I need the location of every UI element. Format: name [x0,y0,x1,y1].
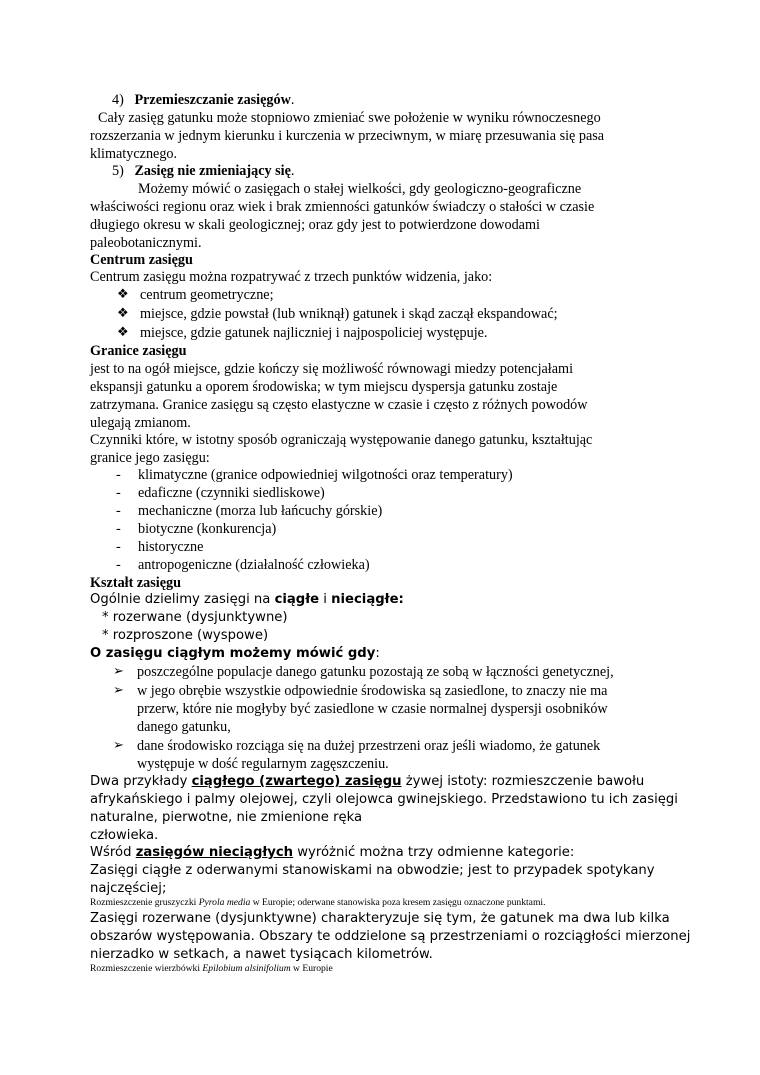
section-5-heading: 5) Zasięg nie zmieniający się. [112,163,295,179]
dash-bullet-icon: - [116,467,121,483]
dash-bullet-icon: - [116,485,121,501]
section-5-line-4: paleobotanicznymi. [90,235,202,251]
ciagly-item: dane środowisko rozciąga się na dużej przestrzeni oraz jeśli wiadomo, że gatunek [137,738,601,754]
diamond-bullet-icon: ❖ [117,306,129,321]
ciagly-heading: O zasięgu ciągłym możemy mówić gdy: [90,646,380,661]
section-5-line-2: właściwości regionu oraz wiek i brak zmienności gatunków świadczy o stałości w czasie [90,199,595,215]
examples-p1-line-3: naturalne, pierwotne, nie zmienione ręka [90,810,363,825]
granice-heading: Granice zasięgu [90,343,187,359]
section-5-line-1: Możemy mówić o zasięgach o stałej wielkości, gdy geologiczno-geograficzne [138,181,582,197]
figure-caption-epilobium: Rozmieszczenie wierzbówki Epilobium alsinifolium w Europie [90,963,333,974]
ciagly-item-cont: danego gatunku, [137,719,231,735]
centrum-item: centrum geometryczne; [140,287,274,303]
section-5-line-3: długiego okresu w skali geologicznej; oraz gdy jest to potwierdzone dowodami [90,217,540,233]
ksztalt-type: * rozerwane (dysjunktywne) [102,610,288,625]
ksztalt-intro: Ogólnie dzielimy zasięgi na ciągłe i nieciągłe: [90,592,404,607]
factor-item: historyczne [138,539,204,555]
section-4-line-3: klimatycznego. [90,146,178,162]
section-4-line-2: rozszerzania w jednym kierunku i kurczenia w przeciwnym, w miarę przesuwania się pasa [90,128,605,144]
figure-caption-pyrola: Rozmieszczenie gruszyczki Pyrola media w Europie; oderwane stanowiska poza kresem zasięgu oznaczone punktami. [90,897,546,908]
factor-item: biotyczne (konkurencja) [138,521,277,537]
examples-p3-line-2: najczęściej; [90,881,167,896]
factors-intro-line-2: granice jego zasięgu: [90,450,210,466]
factor-item: klimatyczne (granice odpowiedniej wilgotności oraz temperatury) [138,467,513,483]
arrow-bullet-icon: ➢ [113,664,124,679]
centrum-item: miejsce, gdzie gatunek najliczniej i najpospoliciej występuje. [140,325,488,341]
examples-p4-line-1: Zasięgi rozerwane (dysjunktywne) charakteryzuje się tym, że gatunek ma dwa lub kilka [90,911,670,926]
section-4-line-1: Cały zasięg gatunku może stopniowo zmieniać swe położenie w wyniku równoczesnego [98,110,601,126]
ciagly-item: poszczególne populacje danego gatunku pozostają ze sobą w łączności genetycznej, [137,664,614,680]
factor-item: mechaniczne (morza lub łańcuchy górskie) [138,503,383,519]
examples-p4-line-3: nierzadko w setkach, a nawet tysiącach kilometrów. [90,947,433,962]
examples-p2: Wśród zasięgów nieciągłych wyróżnić można trzy odmienne kategorie: [90,845,575,860]
factor-item: edaficzne (czynniki siedliskowe) [138,485,325,501]
centrum-item: miejsce, gdzie powstał (lub wniknął) gatunek i skąd zaczął ekspandować; [140,306,558,322]
centrum-heading: Centrum zasięgu [90,252,193,268]
examples-p1-line-1: Dwa przykłady ciągłego (zwartego) zasięgu żywej istoty: rozmieszczenie bawołu [90,774,645,789]
granice-line-2: ekspansji gatunku a oporem środowiska; w tym miejscu dyspersja gatunku zostaje [90,379,558,395]
examples-p4-line-2: obszarów występowania. Obszary te oddzielone są przestrzeniami o rozciągłości mierzonej [90,929,691,944]
dash-bullet-icon: - [116,557,121,573]
granice-line-1: jest to na ogół miejsce, gdzie kończy się możliwość równowagi miedzy potencjałami [90,361,574,377]
ciagly-item-cont: występuje w dość regularnym zagęszczeniu. [137,756,389,772]
dash-bullet-icon: - [116,539,121,555]
granice-line-3: zatrzymana. Granice zasięgu są często elastyczne w czasie i często z różnych powodów [90,397,588,413]
ksztalt-heading: Kształt zasięgu [90,575,182,591]
dash-bullet-icon: - [116,521,121,537]
centrum-intro: Centrum zasięgu można rozpatrywać z trzech punktów widzenia, jako: [90,269,493,285]
dash-bullet-icon: - [116,503,121,519]
ciagly-item-cont: przerw, które nie mogłyby być zasiedlone w czasie normalnej dyspersji osobników [137,701,608,717]
arrow-bullet-icon: ➢ [113,683,124,698]
ciagly-item: w jego obrębie wszystkie odpowiednie środowiska są zasiedlone, to znaczy nie ma [137,683,608,699]
examples-p3-line-1: Zasięgi ciągłe z oderwanymi stanowiskami na obwodzie; jest to przypadek spotykany [90,863,655,878]
diamond-bullet-icon: ❖ [117,287,129,302]
factor-item: antropogeniczne (działalność człowieka) [138,557,370,573]
arrow-bullet-icon: ➢ [113,738,124,753]
ksztalt-type: * rozproszone (wyspowe) [102,628,269,643]
examples-p1-line-2: afrykańskiego i palmy olejowej, czyli olejowca gwinejskiego. Przedstawiono tu ich zasięgi [90,792,678,807]
diamond-bullet-icon: ❖ [117,325,129,340]
granice-line-4: ulegają zmianom. [90,415,191,431]
factors-intro-line-1: Czynniki które, w istotny sposób ograniczają występowanie danego gatunku, kształtując [90,432,593,448]
section-4-heading: 4) Przemieszczanie zasięgów. [112,92,295,108]
examples-p1-line-4: człowieka. [90,828,159,843]
